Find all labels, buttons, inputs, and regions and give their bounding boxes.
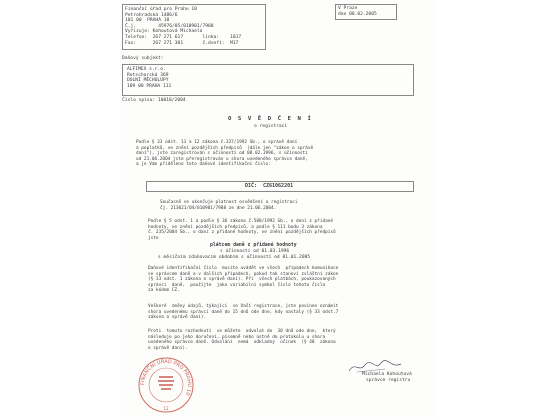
vat-effective-date: s účinností od 01.03.1996 — [220, 249, 290, 254]
official-stamp — [137, 356, 195, 414]
dic-value: CZ61062201 — [263, 183, 294, 189]
place-date-box — [335, 4, 397, 20]
taxpayer-line: ALFIMEX s.r.o. — [127, 67, 166, 72]
office-line: Vyřizuje: Kohoutová Michaela — [125, 29, 203, 35]
office-line: 101 00 PRAHA 10 — [125, 18, 170, 24]
stamp-number: 12 — [163, 406, 169, 411]
signatory-role: správce registru — [366, 378, 411, 383]
document-title: O S V Ě D Č E N Í — [228, 116, 313, 122]
paragraph-registration: Podle § 33 odst. 11 a 12 zákona č.337/1992 Sb., o správě daní a poplatků, ve znění pozdějších předpisů (dále jen "zákon o správě daní"), jste zaregistrován s účinností od 08.02.1996, s účinností od 21.06.2004 jste přeregistrován u shora uvedeného správce daně, a je Vám přiděleno toto daňové identifikační číslo: — [136, 140, 314, 168]
office-line: Finanční úřad pro Prahu 10 — [125, 7, 197, 12]
taxpayer-line: Rotschorská 369 — [127, 72, 169, 78]
taxpayer-box — [122, 64, 414, 96]
date: dne 08.02.2005 — [338, 12, 377, 17]
office-line: Fax: 267 271 301 č.dveří: M17 — [125, 40, 239, 46]
dic-box — [146, 181, 414, 192]
office-line: Petrohradská 1486/6 — [125, 12, 178, 18]
paragraph-changes: Veškeré změny údajů, týkající se Vaší registrace, jste povinen oznámit shora uvedenému správci daně do 15 dnů ode dne, kdy nastaly (§ 33 odst.7 zákona o správě daní). — [148, 304, 339, 321]
paragraph-appeal: Proti tomuto rozhodnutí se můžete odvolat do 30 dnů ode dne, který následuje po jeho doručení, písemně nebo ústně do protokolu u shora uvedeného správce daně. Odvolání nemá odkladný účinek (§ 48 zákona o správě daní). — [148, 329, 336, 351]
taxpayer-label: Daňový subjekt: — [122, 56, 164, 61]
file-number: Číslo spisu: 10018/2004 — [122, 98, 186, 103]
vat-payer-status: plátcem daně z přidané hodnoty — [210, 243, 297, 248]
dic-label: DIČ: — [245, 183, 258, 189]
office-address — [125, 7, 241, 46]
taxpayer-line: DOLNÍ MĚCHOLUPY — [127, 78, 169, 84]
stamp-text: FINANČNÍ ÚŘAD PRO PRAHU 10 — [139, 358, 193, 397]
document-subtitle: o registraci — [254, 124, 288, 129]
vat-period: s měsíčním zdaňovacím obdobím s účinností od 01.01.2005 — [158, 255, 311, 260]
paragraph-vat-law: Podle § 5 odst. 1 a podle § 36 zákona č.588/1992 Sb., o dani z přidané hodnoty, ve znění pozdějších předpisů, a podle § 111 bodu 3 zákona č. 235/2004 Sb., o dani z přidané hodnoty, ve znění pozdějších předpisů jste — [148, 219, 336, 241]
office-line: Telefon: 267 271 617 linka: 1017 — [125, 34, 242, 40]
place: V Praze — [338, 6, 358, 11]
taxpayer-line: 109 00 PRAHA 111 — [127, 83, 172, 89]
office-line: Č.j. 45976/05/010901/7988 — [125, 23, 214, 29]
paragraph-dic-usage: Daňové identifikační číslo musíte uvádět ve všech případech komunikace se správcem daně a v dalších případech, pokud tak stanoví zvláštní zákon (§ 33 odst. 1 zákona o správě daní). Při všech platbách, poukazovaných správci daně, použijte jako variabilní symbol číslo tohoto čísla za kódem CZ. — [148, 266, 339, 294]
office-header-box — [122, 4, 266, 50]
signatory-name: Michaela Kohoutová — [362, 372, 412, 377]
paragraph-validity: Současně se ukončuje platnost osvědčení o registraci čj. 213021/04/010901/7988 ze dne 21.06.2004. — [160, 200, 298, 211]
taxpayer-address — [127, 67, 171, 89]
